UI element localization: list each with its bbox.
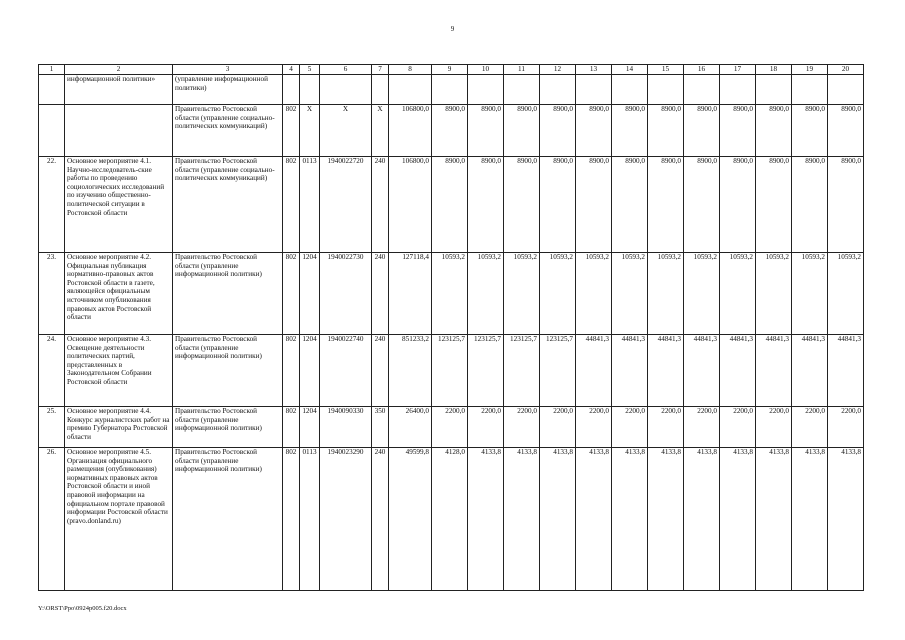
header-cell: 20 [828,65,864,75]
year-amount: 8900,0 [756,157,792,253]
executor: Правительство Ростовской области (управление информационной политики) [173,253,283,335]
year-amount: 10593,2 [648,253,684,335]
executor: (управление информационной политики) [173,75,283,105]
code-csr [320,75,372,105]
year-amount: 44841,3 [792,335,828,407]
year-amount: 44841,3 [828,335,864,407]
year-amount: 8900,0 [504,157,540,253]
year-amount: 8900,0 [468,157,504,253]
code-vr: 240 [372,253,389,335]
table-row [39,253,864,335]
row-number: 23. [39,253,65,335]
row-number: 26. [39,448,65,591]
year-amount: 10593,2 [612,253,648,335]
year-amount: 123125,7 [504,335,540,407]
year-amount [468,75,504,105]
row-number: 22. [39,157,65,253]
year-amount: 8900,0 [756,105,792,157]
year-amount: 2200,0 [432,407,468,448]
year-amount: 8900,0 [792,157,828,253]
year-amount: 8900,0 [684,105,720,157]
year-amount: 2200,0 [648,407,684,448]
row-number [39,105,65,157]
table-row [39,335,864,407]
year-amount: 8900,0 [612,157,648,253]
year-amount: 8900,0 [792,105,828,157]
code-vr: 350 [372,407,389,448]
table-row [39,75,864,105]
year-amount: 8900,0 [432,157,468,253]
year-amount: 2200,0 [684,407,720,448]
year-amount: 2200,0 [504,407,540,448]
header-cell: 3 [173,65,283,75]
year-amount: 44841,3 [612,335,648,407]
code-rzpr: Х [300,105,320,157]
year-amount: 8900,0 [468,105,504,157]
document-path: Y:\ORST\Ppo\0924p005.f20.docx [38,605,127,612]
executor: Правительство Ростовской области (управление социально-политических коммуникаций) [173,105,283,157]
year-amount: 4133,8 [504,448,540,591]
year-amount: 8900,0 [720,157,756,253]
code-rzpr [300,75,320,105]
year-amount: 10593,2 [828,253,864,335]
code-rzpr: 1204 [300,253,320,335]
header-cell: 4 [283,65,300,75]
activity-name: Основное мероприятие 4.1. Научно-исследователь-ские работы по проведению социологических исследований по изучению общественно-политической ситуации в Ростовской области [65,157,173,253]
code-grbs: 802 [283,253,300,335]
year-amount: 10593,2 [540,253,576,335]
header-cell: 11 [504,65,540,75]
code-rzpr: 1204 [300,407,320,448]
code-csr: 1940090330 [320,407,372,448]
year-amount [828,75,864,105]
year-amount [504,75,540,105]
year-amount: 10593,2 [684,253,720,335]
year-amount: 2200,0 [540,407,576,448]
year-amount: 2200,0 [756,407,792,448]
header-cell: 6 [320,65,372,75]
year-amount: 8900,0 [540,105,576,157]
year-amount: 8900,0 [648,157,684,253]
total-amount: 851233,2 [389,335,432,407]
header-cell: 1 [39,65,65,75]
code-vr: Х [372,105,389,157]
year-amount [540,75,576,105]
year-amount: 8900,0 [504,105,540,157]
code-rzpr: 1204 [300,335,320,407]
table-row [39,157,864,253]
year-amount: 44841,3 [720,335,756,407]
executor: Правительство Ростовской области (управление информационной политики) [173,448,283,591]
header-cell: 17 [720,65,756,75]
activity-name [65,105,173,157]
total-amount: 106800,0 [389,157,432,253]
header-cell: 9 [432,65,468,75]
code-vr [372,75,389,105]
year-amount: 10593,2 [432,253,468,335]
code-vr: 240 [372,335,389,407]
code-rzpr: 0113 [300,448,320,591]
year-amount [648,75,684,105]
year-amount: 123125,7 [432,335,468,407]
year-amount: 2200,0 [828,407,864,448]
code-grbs: 802 [283,407,300,448]
activity-name: Основное мероприятие 4.3. Освещение деятельности политических партий, представленных в Законодательном Собрании Ростовской области [65,335,173,407]
total-amount [389,75,432,105]
row-number [39,75,65,105]
year-amount: 4133,8 [792,448,828,591]
header-cell: 14 [612,65,648,75]
code-csr: 1940022730 [320,253,372,335]
year-amount [756,75,792,105]
year-amount: 8900,0 [576,105,612,157]
table-header-row [39,65,864,75]
year-amount: 4133,8 [648,448,684,591]
code-csr: 1940022740 [320,335,372,407]
year-amount [612,75,648,105]
year-amount: 4133,8 [756,448,792,591]
code-csr: Х [320,105,372,157]
year-amount: 10593,2 [576,253,612,335]
year-amount [432,75,468,105]
total-amount: 49599,8 [389,448,432,591]
year-amount: 4133,8 [684,448,720,591]
year-amount: 10593,2 [468,253,504,335]
total-amount: 26400,0 [389,407,432,448]
code-vr: 240 [372,448,389,591]
header-cell: 5 [300,65,320,75]
year-amount: 8900,0 [684,157,720,253]
year-amount: 4133,8 [720,448,756,591]
code-csr: 1940022720 [320,157,372,253]
header-cell: 12 [540,65,576,75]
year-amount: 44841,3 [756,335,792,407]
year-amount: 8900,0 [648,105,684,157]
year-amount: 10593,2 [504,253,540,335]
year-amount: 2200,0 [468,407,504,448]
year-amount: 2200,0 [612,407,648,448]
year-amount: 4133,8 [828,448,864,591]
table-row [39,448,864,591]
year-amount: 123125,7 [540,335,576,407]
code-grbs: 802 [283,105,300,157]
activity-name: Основное мероприятие 4.5. Организация официального размещения (опубликования) нормативных правовых актов Ростовской области и иной правовой информации на официальном портале правовой информации Ростовской области (pravo.donland.ru) [65,448,173,591]
header-cell: 2 [65,65,173,75]
header-cell: 19 [792,65,828,75]
year-amount: 8900,0 [828,105,864,157]
executor: Правительство Ростовской области (управление социально-политических коммуникаций) [173,157,283,253]
year-amount: 4133,8 [468,448,504,591]
year-amount [684,75,720,105]
year-amount: 8900,0 [828,157,864,253]
code-csr: 1940023290 [320,448,372,591]
header-cell: 18 [756,65,792,75]
table-row [39,105,864,157]
year-amount: 44841,3 [576,335,612,407]
total-amount: 127118,4 [389,253,432,335]
year-amount: 8900,0 [576,157,612,253]
code-grbs: 802 [283,335,300,407]
row-number: 24. [39,335,65,407]
table-row [39,407,864,448]
year-amount: 2200,0 [720,407,756,448]
activity-name: информационной политики» [65,75,173,105]
page-number: 9 [450,25,455,33]
executor: Правительство Ростовской области (управление информационной политики) [173,407,283,448]
year-amount: 2200,0 [792,407,828,448]
code-grbs [283,75,300,105]
year-amount [576,75,612,105]
year-amount: 10593,2 [792,253,828,335]
year-amount: 4133,8 [612,448,648,591]
code-grbs: 802 [283,448,300,591]
budget-table [38,64,864,591]
code-rzpr: 0113 [300,157,320,253]
year-amount: 10593,2 [756,253,792,335]
year-amount: 44841,3 [684,335,720,407]
year-amount: 10593,2 [720,253,756,335]
year-amount [720,75,756,105]
header-cell: 8 [389,65,432,75]
year-amount: 8900,0 [720,105,756,157]
header-cell: 16 [684,65,720,75]
code-grbs: 802 [283,157,300,253]
year-amount: 8900,0 [432,105,468,157]
header-cell: 7 [372,65,389,75]
year-amount: 2200,0 [576,407,612,448]
activity-name: Основное мероприятие 4.2. Официальная публикация нормативно-правовых актов Ростовской области в газете, являющейся официальным источником опубликования правовых актов Ростовской области [65,253,173,335]
header-cell: 15 [648,65,684,75]
year-amount: 8900,0 [540,157,576,253]
year-amount: 44841,3 [648,335,684,407]
code-vr: 240 [372,157,389,253]
year-amount: 8900,0 [612,105,648,157]
year-amount: 123125,7 [468,335,504,407]
header-cell: 10 [468,65,504,75]
year-amount [792,75,828,105]
activity-name: Основное мероприятие 4.4. Конкурс журналистских работ на премию Губернатора Ростовской области [65,407,173,448]
year-amount: 4133,8 [540,448,576,591]
year-amount: 4133,8 [576,448,612,591]
year-amount: 4128,0 [432,448,468,591]
header-cell: 13 [576,65,612,75]
total-amount: 106800,0 [389,105,432,157]
row-number: 25. [39,407,65,448]
executor: Правительство Ростовской области (управление информационной политики) [173,335,283,407]
